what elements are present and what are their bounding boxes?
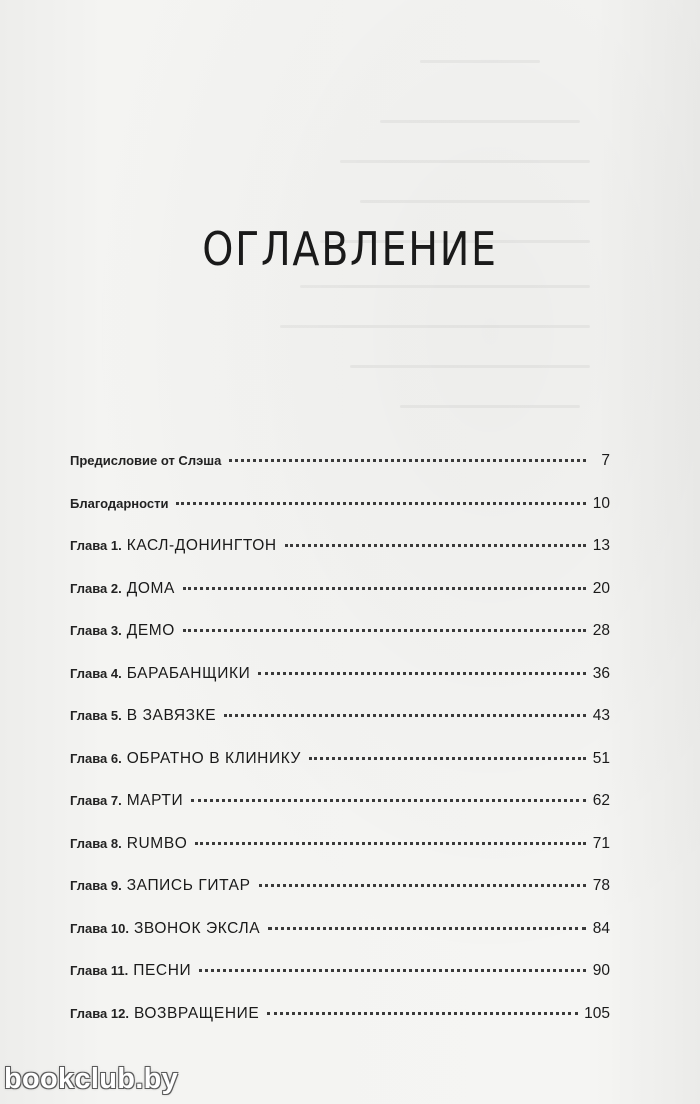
page-number: 71 [592, 834, 610, 852]
toc-entry [70, 580, 610, 623]
chapter-number: Глава 6. [70, 750, 122, 766]
dot-leader [258, 672, 586, 675]
page-number: 28 [592, 622, 610, 639]
toc-entry [70, 665, 610, 708]
toc-entry-label [70, 920, 260, 938]
chapter-number: Глава 11. [70, 963, 129, 978]
table-of-contents [70, 452, 610, 1047]
chapter-number: Глава 1. [70, 538, 122, 553]
dot-leader [267, 1012, 578, 1015]
toc-entry-label [70, 496, 168, 511]
dot-leader [176, 502, 586, 505]
chapter-title: МАРТИ [126, 792, 184, 809]
toc-entry [70, 1005, 610, 1048]
toc-entry [70, 707, 610, 750]
page-number: 7 [601, 452, 610, 469]
page-title: ОГЛАВЛЕНИЕ [202, 222, 498, 276]
toc-entry-label [70, 750, 301, 768]
toc-entry [70, 452, 610, 495]
chapter-title: ПЕСНИ [133, 962, 192, 979]
chapter-number: Глава 10. [70, 920, 129, 936]
toc-entry [70, 792, 610, 835]
page-number: 36 [592, 664, 610, 682]
chapter-title: ВОЗВРАЩЕНИЕ [133, 1004, 260, 1022]
page-number: 105 [584, 1004, 610, 1022]
chapter-number: Глава 4. [70, 665, 122, 681]
toc-entry-label [70, 962, 191, 980]
dot-leader [285, 544, 586, 547]
page-number: 20 [592, 579, 610, 597]
toc-entry-label [70, 707, 216, 725]
chapter-title: КАСЛ-ДОНИНГТОН [126, 537, 277, 554]
dot-leader [195, 842, 586, 845]
chapter-title: БАРАБАНЩИКИ [126, 664, 251, 682]
toc-entry-label [70, 622, 175, 640]
site-watermark: bookclub.by [4, 1063, 179, 1095]
dot-leader [309, 757, 586, 760]
dot-leader [268, 927, 586, 930]
toc-entry [70, 877, 610, 920]
chapter-title: ОБРАТНО В КЛИНИКУ [126, 749, 301, 767]
chapter-number: Глава 5. [70, 708, 122, 723]
toc-entry [70, 750, 610, 793]
section-title: Предисловие от Слэша [70, 453, 222, 468]
page-number: 90 [592, 962, 610, 979]
chapter-number: Глава 12. [70, 1005, 129, 1021]
page-number: 62 [592, 792, 610, 809]
toc-entry [70, 962, 610, 1005]
page-number: 43 [592, 707, 610, 724]
toc-entry-label [70, 665, 250, 683]
toc-entry [70, 920, 610, 963]
chapter-title: ЗАПИСЬ ГИТАР [126, 877, 251, 894]
dot-leader [229, 459, 586, 462]
page-number: 51 [592, 749, 610, 767]
chapter-title: ДЕМО [126, 622, 175, 639]
dot-leader [259, 884, 586, 887]
toc-entry [70, 537, 610, 580]
chapter-number: Глава 9. [70, 878, 122, 893]
toc-entry-label [70, 453, 221, 468]
dot-leader [183, 587, 586, 590]
toc-entry-label [70, 792, 183, 810]
toc-entry [70, 495, 610, 538]
chapter-number: Глава 2. [70, 580, 122, 596]
toc-entry-label [70, 877, 251, 895]
toc-entry [70, 835, 610, 878]
chapter-title: RUMBO [126, 834, 188, 852]
chapter-number: Глава 3. [70, 623, 122, 638]
chapter-number: Глава 7. [70, 793, 122, 808]
dot-leader [183, 629, 586, 632]
page-number: 78 [592, 877, 610, 894]
toc-entry-label [70, 835, 187, 853]
toc-entry-label [70, 537, 277, 555]
page-number: 84 [592, 919, 610, 937]
chapter-number: Глава 8. [70, 835, 122, 851]
page-number: 10 [592, 494, 610, 512]
chapter-title: ЗВОНОК ЭКСЛА [133, 919, 261, 937]
toc-entry [70, 622, 610, 665]
section-title: Благодарности [70, 495, 169, 511]
toc-entry-label [70, 580, 175, 598]
dot-leader [191, 799, 586, 802]
dot-leader [199, 969, 586, 972]
chapter-title: ДОМА [126, 579, 175, 597]
chapter-title: В ЗАВЯЗКЕ [126, 707, 217, 724]
toc-entry-label [70, 1005, 259, 1023]
page-number: 13 [592, 537, 610, 554]
dot-leader [224, 714, 586, 717]
